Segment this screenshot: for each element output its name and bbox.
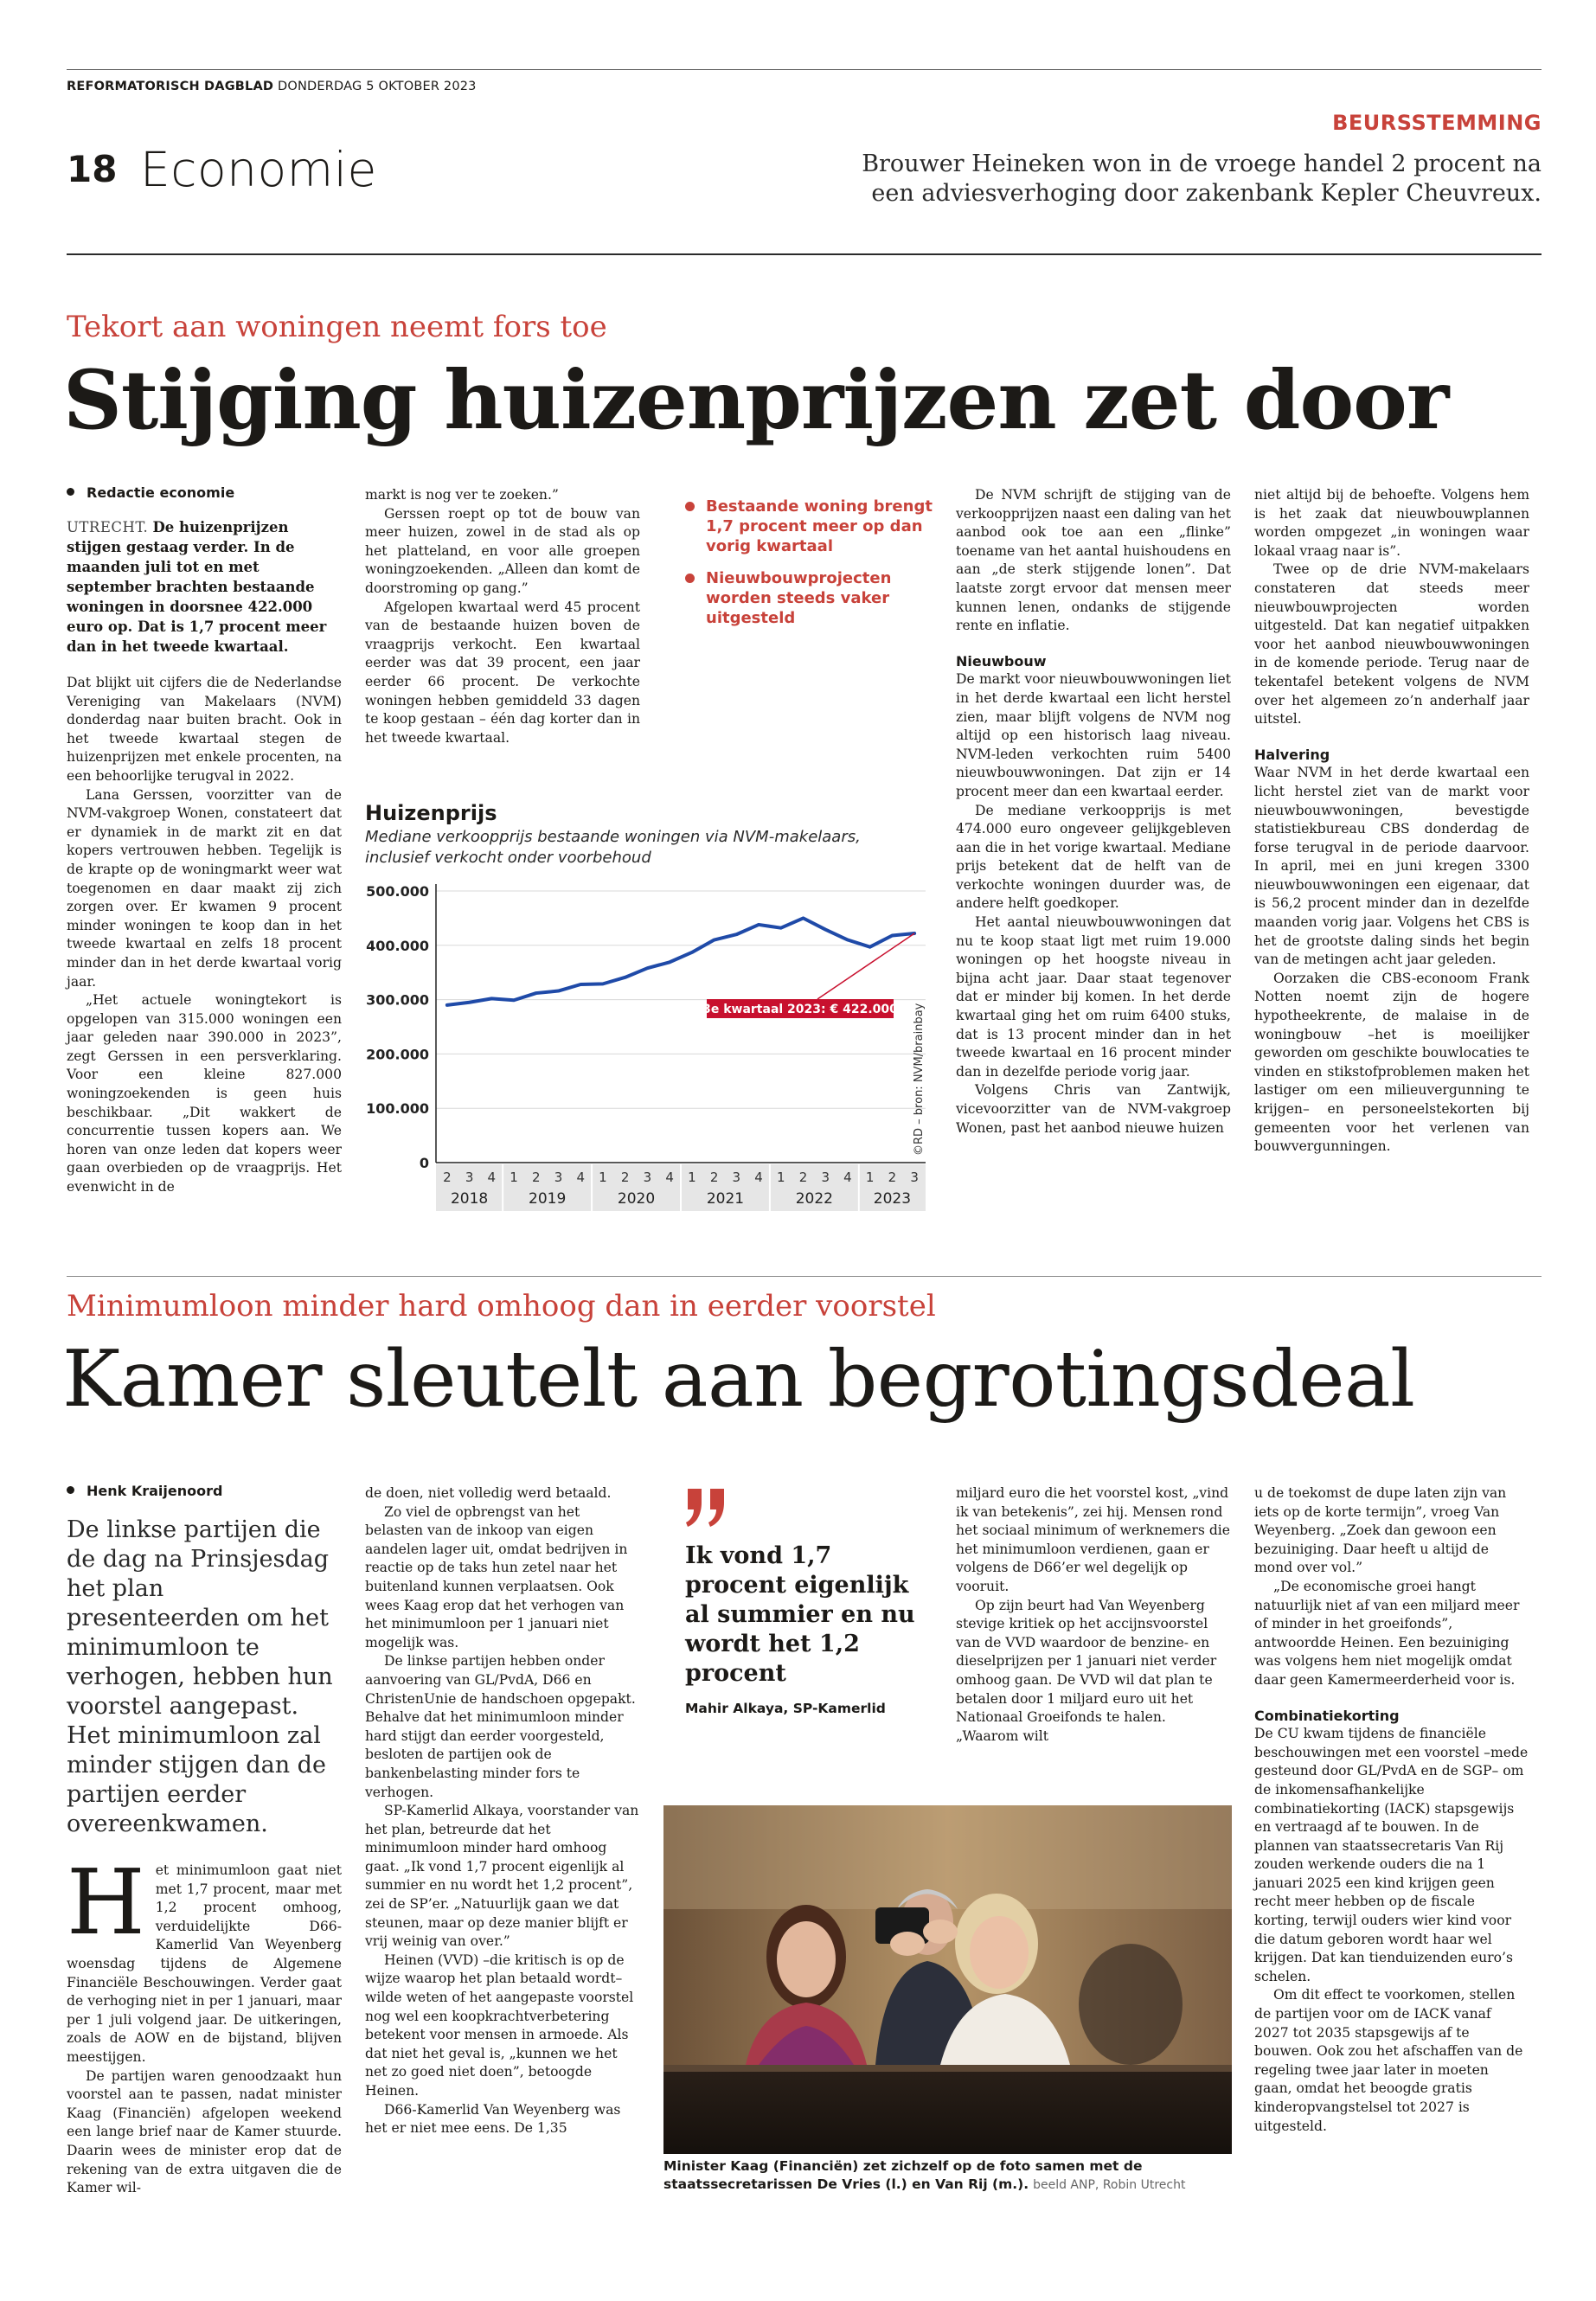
quarter-tick-label: 3: [554, 1170, 563, 1185]
y-tick-label: 300.000: [366, 991, 429, 1009]
article1-headline: Stijging huizenprijzen zet door: [63, 353, 1449, 448]
article2-col1-p2: De partijen waren genoodzaakt hun voorstel aan te passen, nadat minister Kaag (Financiën) afgelopen weekend een lange brief naar de Kamer stuurde. Daarin wees de minister erop dat de rekening van de extra uitgaven die de Kamer wil-: [67, 2067, 342, 2196]
chart-source: ©RD – bron: NVM/brainbay: [913, 1003, 926, 1156]
year-label: 2020: [617, 1190, 656, 1208]
year-label: 2021: [706, 1190, 745, 1208]
issue-date: DONDERDAG 5 OKTOBER 2023: [277, 80, 477, 93]
caption-text: Minister Kaag (Financiën) zet zichzelf op de foto samen met de staatssecretarissen De Vries (l.) en Van Rij (m.).: [663, 2158, 1143, 2192]
data-point: [624, 976, 626, 978]
quarter-tick-label: 4: [576, 1170, 586, 1185]
photo-credit: beeld ANP, Robin Utrecht: [1033, 2178, 1186, 2192]
subhead-halvering: Halvering: [1254, 746, 1330, 763]
page-number: 18: [67, 148, 118, 190]
article2-col2: [365, 1484, 640, 2138]
article2-col4-p2: Op zijn beurt had Van Weyenberg stevige kritiek op het accijnsvoorstel van de VVD waardoor de benzine- en dieselprijzen per 1 januari niet verder omhoog gaan. De VVD wil dat plan te betalen door 1 miljard euro uit het Nationaal Groeifonds te halen. „Waarom wilt: [956, 1597, 1217, 1744]
article1-col4-p4: Het aantal nieuwbouwwoningen dat nu te koop staat ligt met ruim 19.000 woningen op het hoogste niveau in bijna acht jaar. Daar staat tegenover dat er minder bij komen. In het derde kwartaal ging het om ruim 6400 stuks, dat is 13 procent minder dan in het tweede kwartaal en 16 procent minder dan in dezelfde periode vorig jaar.: [956, 914, 1231, 1080]
data-point: [445, 1003, 448, 1006]
article2-byline: Henk Kraijenoord: [67, 1481, 342, 1502]
pull-quote: [685, 1481, 936, 1716]
article1-bullets: [685, 497, 936, 628]
article2-col4-p1: miljard euro die het voorstel kost, „vind ik van betekenis”, zei hij. Mensen rond het sociaal minimum of werknemers die het minimumloon verdienen, gaan er volgens de D66’er wel degelijk op vooruit.: [956, 1485, 1231, 1594]
quarter-tick-label: 4: [754, 1170, 763, 1185]
byline-dot-icon: [67, 1486, 74, 1494]
article1-col1-p3: „Het actuele woningtekort is opgelopen van 315.000 woningen een jaar geleden naar 390.000 in 2023”, zegt Gerssen in een persverklaring. Voor een kleine 827.000 woningzoekenden is geen huis beschikbaar. „Dit wakkert de concurrentie tussen kopers aan. We horen van onze leden dat kopers weer gaan overbieden op de vraagprijs. Het evenwicht in de: [67, 992, 342, 1195]
article2-col5-p2: „De economische groei hangt natuurlijk niet af van een miljard meer of minder in het groeifonds”, antwoordde Heinen. Een bezuiniging was volgens hem niet mogelijk omdat daar geen Kamermeerderheid voor is.: [1254, 1578, 1520, 1688]
article1-col2-p3: Afgelopen kwartaal werd 45 procent van de bestaande huizen boven de vraagprijs verkocht. Een kwartaal eerder was dat 39 procent, een jaar eerder 66 procent. De verkochte woningen hebben gemiddeld 33 dagen te koop gestaan – één dag korter dan in het tweede kwartaal.: [365, 599, 640, 746]
beurs-text: [862, 150, 1542, 208]
subhead-combinatiekorting: Combinatiekorting: [1254, 1707, 1400, 1724]
year-label: 2019: [529, 1190, 567, 1208]
article2-col1-p1: et minimumloon gaat niet met 1,7 procent, maar met 1,2 procent omhoog, verduidelijkte D66-Kamerlid Van Weyenberg woensdag tijdens de Algemene Financiële Beschouwingen. Verder gaat de verhoging niet in per 1 januari, maar per 1 juli volgend jaar. De uitkeringen, zoals de AOW en de bijstand, blijven meestijgen.: [67, 1862, 342, 2065]
data-point: [824, 928, 827, 931]
article2-col5: [1254, 1484, 1529, 2136]
article1-col5: [1254, 486, 1529, 1157]
data-point: [758, 923, 760, 926]
article1-col2: [365, 486, 640, 747]
quarter-tick-label: 1: [865, 1170, 875, 1185]
quarter-tick-label: 1: [776, 1170, 785, 1185]
article1-col4-p1: De NVM schrijft de stijging van de verkoopprijzen naast een daling van het aanbod ook toe aan een „flinke” toename van het aantal huishoudens en aan „de sterk stijgende lonen”. Dat laatste zorgt ervoor dat mensen meer kunnen lenen, ondanks de stijgende rente en inflatie.: [956, 487, 1231, 634]
quarter-tick-label: 2: [443, 1170, 452, 1185]
quarter-tick-label: 1: [599, 1170, 607, 1185]
data-point: [535, 992, 537, 995]
quarter-tick-label: 1: [688, 1170, 696, 1185]
article2-col2-p3: De linkse partijen hebben onder aanvoering van GL/PvdA, D66 en ChristenUnie de handschoen opgepakt. Behalve dat het minimumloon minder hard stijgt dan eerder voorgesteld, besloten de partijen ook de bankenbelasting minder fors te verhogen.: [365, 1653, 636, 1800]
article1-col4: [956, 486, 1231, 1138]
data-point: [802, 917, 804, 920]
article1-col5-p1: niet altijd bij de behoefte. Volgens hem is het zaak dat nieuwbouwplannen worden ompgezet „in woningen waar lokaal vraag naar is”.: [1254, 487, 1529, 559]
article1-col1: [67, 483, 342, 1197]
bullet-item: Nieuwbouwprojecten worden steeds vaker uitgesteld: [685, 568, 936, 628]
data-point: [690, 951, 693, 953]
data-point: [779, 926, 782, 929]
chart-plot: [365, 870, 936, 1242]
news-photo: [663, 1805, 1232, 2154]
annotation-label: 3e kwartaal 2023: € 422.000: [702, 1003, 898, 1017]
chart-title: Huizenprijs: [365, 801, 497, 825]
article2-col2-p1: de doen, niet volledig werd betaald.: [365, 1485, 612, 1501]
article2-col2-p4: SP-Kamerlid Alkaya, voorstander van het plan, betreurde dat het minimumloon minder hard omhoog gaat. „Ik vond 1,7 procent eigenlijk al summier en nu wordt het 1,2 procent”, zei de SP’er. „Natuurlijk gaan we dat steunen, maar op deze manier blijft er vrij weinig van over.”: [365, 1803, 639, 1950]
annotation-leader: [817, 933, 914, 999]
paper-name: REFORMATORISCH DAGBLAD: [67, 80, 274, 93]
article1-col1-p1: Dat blijkt uit cijfers die de Nederlandse Vereniging van Makelaars (NVM) donderdag naar buiten bracht. Ook in het tweede kwartaal stegen de huizenprijzen met enkele procenten, na een behoorlijke terugval in 2022.: [67, 675, 342, 784]
y-tick-label: 0: [419, 1155, 429, 1171]
year-label: 2023: [873, 1190, 912, 1208]
quarter-tick-label: 2: [888, 1170, 897, 1185]
quarter-tick-label: 3: [910, 1170, 919, 1185]
article1-byline: Redactie economie: [67, 483, 342, 503]
bullet-item: Bestaande woning brengt 1,7 procent meer op dan vorig kwartaal: [685, 497, 936, 556]
article1-col5-p4: Oorzaken die CBS-econoom Frank Notten noemt zijn de hogere hypotheekrente, de malaise in de woningbouw –het is moeilijker geworden om geschikte bouwlocaties te vinden en stikstofproblemen maken het lastiger om een milieuvergunning te krijgen– en personeelstekorten bij gemeenten voor het verlenen van bouwvergunningen.: [1254, 970, 1529, 1155]
article1-col4-p3: De mediane verkoopprijs is met 474.000 euro ongeveer gelijkgebleven aan die in het vorige kwartaal. Mediane prijs betekent dat de helft van de verkochte woningen duurder was, de andere helft goedkoper.: [956, 802, 1231, 912]
quarter-tick-label: 3: [821, 1170, 830, 1185]
data-point: [735, 933, 738, 936]
data-point: [557, 990, 560, 992]
y-tick-label: 100.000: [366, 1100, 429, 1118]
year-label: 2018: [450, 1190, 489, 1208]
quarter-tick-label: 2: [798, 1170, 808, 1185]
chart-subtitle: Mediane verkoopprijs bestaande woningen via NVM-makelaars, inclusief verkocht onder voorbehoud: [365, 828, 861, 867]
dropcap: H: [67, 1849, 145, 1955]
article2-col4: [956, 1484, 1231, 1746]
subhead-nieuwbouw: Nieuwbouw: [956, 652, 1047, 670]
article1-col5-p2: Twee op de drie NVM-makelaars constateren dat steeds meer nieuwbouwprojecten worden uitgesteld. Dat kan negatief uitpakken voor het aanbod nieuwbouwwoningen in de komende periode. Terug naar de tekentafel betekent volgens de NVM over het algemeen zo’n anderhalf jaar uitstel.: [1254, 561, 1529, 727]
data-point: [869, 945, 871, 948]
quarter-tick-label: 2: [531, 1170, 541, 1185]
y-tick-label: 400.000: [366, 937, 429, 954]
article2-col5-p1: u de toekomst de dupe laten zijn van iets op de korte termijn”, vroeg Van Weyenberg. „Zoek dan gewoon een bezuiniging. Daar heeft u altijd de mond over vol.”: [1254, 1485, 1507, 1576]
article1-col5-p3: Waar NVM in het derde kwartaal een licht herstel ziet van de markt voor nieuwbouwwoningen, bevestigde statistiekbureau CBS donderdag de forse terugval in de periode daarvoor. In april, mei en juni kregen 3300 nieuwbouwwoningen een eigenaar, dat is 56,2 procent minder dan in dezelfde maanden vorig jaar. Volgens het CBS is het de grootste daling sinds het begin van de metingen acht jaar geleden.: [1254, 765, 1529, 968]
beurs-label: BEURSSTEMMING: [1332, 111, 1542, 135]
data-point: [891, 934, 894, 937]
data-point: [513, 999, 516, 1002]
quote-mark-icon: [685, 1481, 936, 1524]
quarter-tick-label: 3: [465, 1170, 474, 1185]
series-line: [447, 918, 914, 1004]
article2-col5-p3: De CU kwam tijdens de financiële beschouwingen met een voorstel –mede gesteund door GL/PvdA en de SGP– om de inkomensafhankelijke combinatiekorting (IACK) stapsgewijs en vertraagd af te bouwen. In de plannen van staatssecretaris Van Rij zouden werkende ouders die na 1 januari 2025 een kind krijgen geen recht meer hebben op de fiscale korting, terwijl ouders wier kind voor die datum geboren wordt haar wel krijgen. Dat kan tienduizenden euro’s schelen.: [1254, 1726, 1529, 1984]
article2-col2-p5: Heinen (VVD) –die kritisch is op de wijze waarop het plan betaald wordt– wilde weten of het aangepaste voorstel nog wel een koopkrachtverbetering betekent voor mensen in armoede. Als dat niet het geval is, „kunnen we het net zo goed niet doen”, betoogde Heinen.: [365, 1952, 634, 2099]
quarter-tick-label: 4: [665, 1170, 674, 1185]
y-tick-label: 500.000: [366, 883, 429, 900]
article2-headline: Kamer sleutelt aan begrotingsdeal: [62, 1334, 1415, 1425]
article2-col5-p4: Om dit effect te voorkomen, stellen de partijen voor om de IACK vanaf 2027 tot 2035 stapsgewijs af te bouwen. Ook zou het afschaffen van de regeling twee jaar later in moeten gaan, omdat het beoogde gratis kinderopvangstelsel tot 2027 is uitgesteld.: [1254, 1987, 1523, 2134]
article2-col1: [67, 1481, 342, 2198]
quarter-tick-label: 2: [620, 1170, 630, 1185]
quarter-tick-label: 3: [643, 1170, 652, 1185]
article1-col2-p2: Gerssen roept op tot de bouw van meer huizen, zowel in de stad als op het platteland, en voor alle groepen woningzoekenden. „Alleen dan komt de doorstroming op gang.”: [365, 505, 640, 596]
bullet-dot-icon: [685, 502, 695, 511]
photo-caption: [663, 2157, 1232, 2195]
data-point: [601, 983, 604, 985]
article1-col2-p1: markt is nog ver te zoeken.”: [365, 487, 559, 503]
article1-kicker: Tekort aan woningen neemt fors toe: [67, 310, 607, 344]
quote-author: Mahir Alkaya, SP-Kamerlid: [685, 1701, 886, 1716]
article2-kicker: Minimumloon minder hard omhoog dan in eerder voorstel: [67, 1289, 936, 1324]
data-point: [846, 939, 849, 941]
photo-illustration: [663, 1805, 1232, 2154]
quarter-tick-label: 2: [709, 1170, 719, 1185]
article2-intro: De linkse partijen die de dag na Prinsjesdag het plan presenteerden om het minimumloon te verhogen, hebben hun voorstel aangepast. Het minimumloon zal minder stijgen dan de partijen eerder overeenkwamen.: [67, 1516, 333, 1837]
beurs-line-1: Brouwer Heineken won in de vroege handel 2 procent na: [862, 151, 1542, 177]
article2-col2-p6: D66-Kamerlid Van Weyenberg was het er niet mee eens. De 1,35: [365, 2101, 621, 2137]
byline-dot-icon: [67, 488, 74, 496]
data-point: [468, 1001, 471, 1003]
year-label: 2022: [795, 1190, 833, 1208]
data-point: [713, 939, 715, 941]
data-point: [669, 961, 671, 964]
quarter-tick-label: 1: [510, 1170, 518, 1185]
article1-col4-p2: De markt voor nieuwbouwwoningen liet in het derde kwartaal een licht herstel zien, maar blijft volgens de NVM nog altijd op een historisch laag niveau. NVM-leden verkochten ruim 5400 nieuwbouwwoningen. Dat zijn er 14 procent meer dan een kwartaal eerder.: [956, 671, 1231, 799]
article1-col4-p5: Volgens Chris van Zantwijk, vicevoorzitter van de NVM-vakgroep Wonen, past het aanbod nieuwe huizen: [956, 1082, 1231, 1136]
bullet-dot-icon: [685, 574, 695, 583]
masthead-line: [67, 80, 477, 93]
section-title: Economie: [140, 142, 377, 197]
data-point: [490, 997, 493, 1000]
article1-dateline: UTRECHT.: [67, 519, 149, 535]
article2-col2-p2: Zo viel de opbrengst van het belasten van de inkoop van eigen aandelen lager uit, omdat bedrijven in reactie op de taks hun zetel naar het buitenland kunnen verplaatsen. Ook wees Kaag erop dat het verhogen van het minimumloon per 1 januari niet mogelijk was.: [365, 1503, 628, 1650]
quarter-tick-label: 4: [843, 1170, 852, 1185]
article1-col1-p2: Lana Gerssen, voorzitter van de NVM-vakgroep Wonen, constateert dat er dynamiek in de markt zit en dat kopers vertrouwen hebben. Tegelijk is de krapte op de woningmarkt weer wat toegenomen en daar maakt zij zich zorgen over. Er kwamen 9 procent minder woningen te koop dan in het tweede kwartaal en zelfs 18 procent minder dan in het derde kwartaal vorig jaar.: [67, 786, 342, 990]
article1-lead: De huizenprijzen stijgen gestaag verder. In de maanden juli tot en met september brachten bestaande woningen in doorsnee 422.000 euro op. Dat is 1,7 procent meer dan in het tweede kwartaal.: [67, 519, 327, 655]
data-point: [646, 967, 649, 970]
data-point: [580, 984, 582, 986]
y-tick-label: 200.000: [366, 1046, 429, 1063]
quote-text: Ik vond 1,7 procent eigenlijk al summier en nu wordt het 1,2 procent: [685, 1542, 915, 1687]
price-chart: [365, 801, 936, 1234]
quote-glyph: [685, 1487, 728, 1529]
beurs-line-2: een adviesverhoging door zakenbank Kepler Cheuvreux.: [871, 180, 1542, 207]
quarter-tick-label: 3: [732, 1170, 741, 1185]
quarter-tick-label: 4: [487, 1170, 497, 1185]
